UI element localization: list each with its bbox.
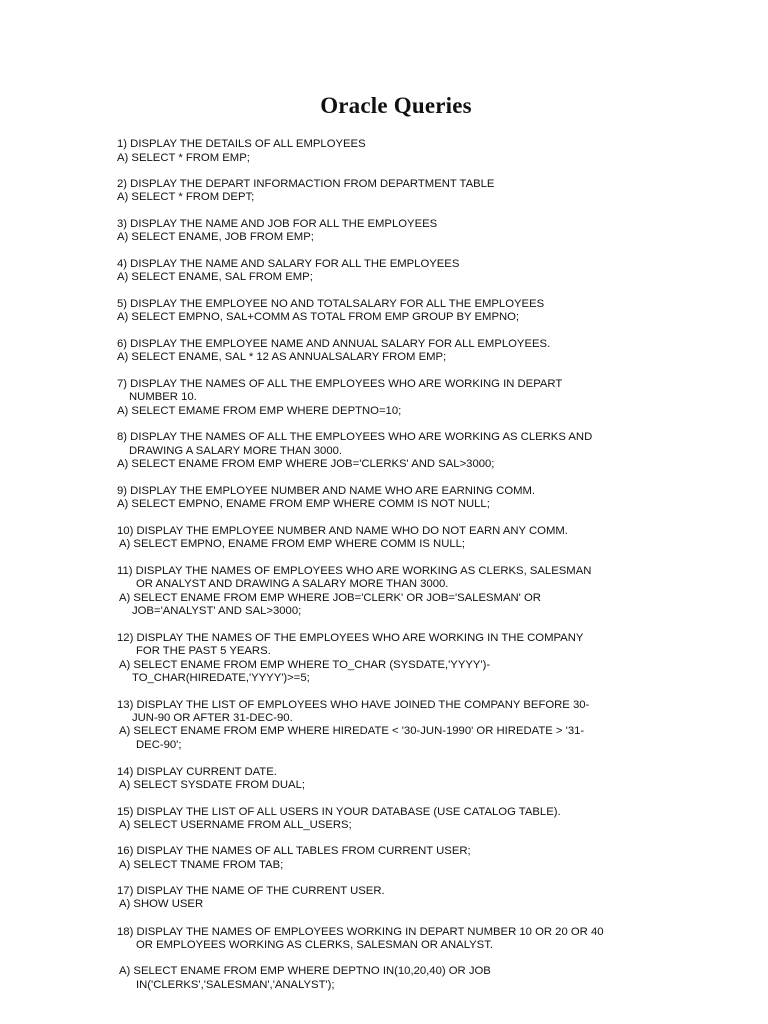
query-answer-line: A) SELECT ENAME FROM EMP WHERE HIREDATE < '30-JUN-1990' OR HIREDATE > '31- — [119, 725, 585, 737]
query-answer-line: DEC-90'; — [136, 739, 182, 751]
query-answer-line: A) SELECT * FROM EMP; — [117, 152, 250, 164]
query-question-line: 9) DISPLAY THE EMPLOYEE NUMBER AND NAME WHO ARE EARNING COMM. — [117, 485, 536, 497]
query-answer-line: A) SELECT USERNAME FROM ALL_USERS; — [119, 819, 352, 831]
query-answer-line: A) SELECT EMPNO, SAL+COMM AS TOTAL FROM EMP GROUP BY EMPNO; — [117, 311, 520, 323]
query-answer-line: A) SELECT EMPNO, ENAME FROM EMP WHERE COMM IS NULL; — [119, 538, 466, 550]
query-answer-line: A) SELECT ENAME FROM EMP WHERE JOB='CLERK' OR JOB='SALESMAN' OR — [119, 592, 541, 604]
query-answer-line: A) SELECT ENAME FROM EMP WHERE JOB='CLERKS' AND SAL>3000; — [117, 458, 495, 470]
query-question-line: OR EMPLOYEES WORKING AS CLERKS, SALESMAN OR ANALYST. — [136, 939, 493, 951]
query-answer-line: A) SELECT ENAME, SAL * 12 AS ANNUALSALARY FROM EMP; — [117, 351, 447, 363]
query-question-line: 16) DISPLAY THE NAMES OF ALL TABLES FROM CURRENT USER; — [117, 845, 471, 857]
query-question-line: 10) DISPLAY THE EMPLOYEE NUMBER AND NAME WHO DO NOT EARN ANY COMM. — [117, 525, 568, 537]
query-answer-line: TO_CHAR(HIREDATE,'YYYY')>=5; — [132, 672, 310, 684]
query-answer-line: A) SELECT ENAME FROM EMP WHERE DEPTNO IN(10,20,40) OR JOB — [119, 965, 491, 977]
query-question-line: 8) DISPLAY THE NAMES OF ALL THE EMPLOYEES WHO ARE WORKING AS CLERKS AND — [117, 431, 593, 443]
query-question-line: 15) DISPLAY THE LIST OF ALL USERS IN YOUR DATABASE (USE CATALOG TABLE). — [117, 806, 561, 818]
query-question-line: 11) DISPLAY THE NAMES OF EMPLOYEES WHO ARE WORKING AS CLERKS, SALESMAN — [117, 565, 592, 577]
query-question-line: FOR THE PAST 5 YEARS. — [136, 645, 271, 657]
query-answer-line: A) SELECT EMAME FROM EMP WHERE DEPTNO=10; — [117, 405, 402, 417]
document-title: Oracle Queries — [320, 93, 472, 118]
query-answer-line: A) SELECT ENAME, SAL FROM EMP; — [117, 271, 313, 283]
query-question-line: 18) DISPLAY THE NAMES OF EMPLOYEES WORKING IN DEPART NUMBER 10 OR 20 OR 40 — [117, 926, 604, 938]
query-question-line: 7) DISPLAY THE NAMES OF ALL THE EMPLOYEES WHO ARE WORKING IN DEPART — [117, 378, 563, 390]
query-question-line: 4) DISPLAY THE NAME AND SALARY FOR ALL THE EMPLOYEES — [117, 258, 460, 270]
query-question-line: 1) DISPLAY THE DETAILS OF ALL EMPLOYEES — [117, 138, 366, 150]
query-question-line: 2) DISPLAY THE DEPART INFORMACTION FROM DEPARTMENT TABLE — [117, 178, 495, 190]
query-answer-line: A) SELECT EMPNO, ENAME FROM EMP WHERE COMM IS NOT NULL; — [117, 498, 490, 510]
query-question-line: 13) DISPLAY THE LIST OF EMPLOYEES WHO HAVE JOINED THE COMPANY BEFORE 30- — [117, 699, 590, 711]
query-question-line: 6) DISPLAY THE EMPLOYEE NAME AND ANNUAL SALARY FOR ALL EMPLOYEES. — [117, 338, 551, 350]
query-answer-line: A) SELECT SYSDATE FROM DUAL; — [119, 779, 306, 791]
query-answer-line: JOB='ANALYST' AND SAL>3000; — [132, 605, 302, 617]
query-question-line: 17) DISPLAY THE NAME OF THE CURRENT USER. — [117, 885, 385, 897]
query-question-line: OR ANALYST AND DRAWING A SALARY MORE THAN 3000. — [136, 578, 449, 590]
query-question-line: 14) DISPLAY CURRENT DATE. — [117, 766, 277, 778]
query-question-line: 12) DISPLAY THE NAMES OF THE EMPLOYEES WHO ARE WORKING IN THE COMPANY — [117, 632, 584, 644]
query-answer-line: A) SELECT ENAME FROM EMP WHERE TO_CHAR (SYSDATE,'YYYY')- — [119, 659, 491, 671]
query-question-line: DRAWING A SALARY MORE THAN 3000. — [129, 445, 343, 457]
query-answer-line: IN('CLERKS','SALESMAN','ANALYST'); — [136, 979, 335, 991]
query-answer-line: A) SELECT * FROM DEPT; — [117, 191, 255, 203]
query-answer-line: A) SHOW USER — [119, 898, 204, 910]
query-answer-line: A) SELECT TNAME FROM TAB; — [119, 859, 284, 871]
query-question-line: 3) DISPLAY THE NAME AND JOB FOR ALL THE EMPLOYEES — [117, 218, 438, 230]
query-answer-line: A) SELECT ENAME, JOB FROM EMP; — [117, 231, 314, 243]
query-question-line: NUMBER 10. — [129, 391, 197, 403]
query-question-line: 5) DISPLAY THE EMPLOYEE NO AND TOTALSALARY FOR ALL THE EMPLOYEES — [117, 298, 545, 310]
query-question-line: JUN-90 OR AFTER 31-DEC-90. — [132, 712, 293, 724]
